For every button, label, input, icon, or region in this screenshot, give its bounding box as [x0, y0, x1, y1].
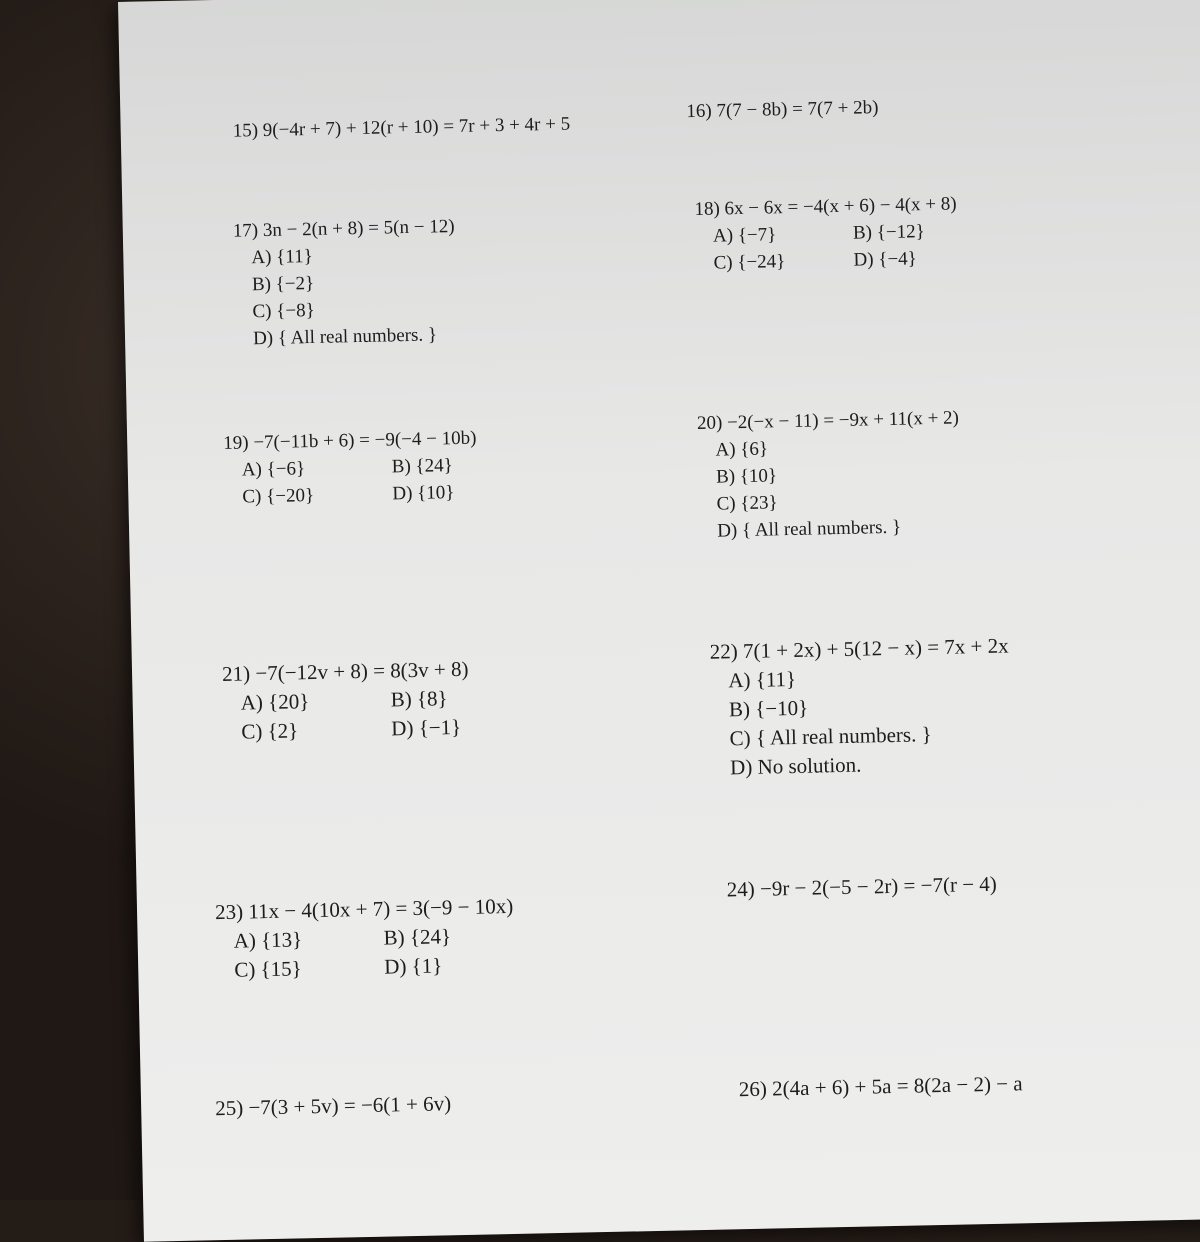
answer-choices: [715, 431, 961, 544]
choice-a: A) {−6}: [241, 458, 306, 481]
answer-choices: [251, 240, 457, 352]
problem-25: [215, 1089, 452, 1123]
choice-b: B) {10}: [715, 465, 778, 488]
choice-c: C) {−24}: [713, 251, 786, 274]
problem-number: 16): [686, 100, 712, 123]
problem-number: 21): [221, 661, 251, 686]
problem-18: [694, 190, 1004, 277]
equation: [726, 870, 997, 905]
problem-26: [739, 1069, 1023, 1104]
problem-equation: 3n − 2(n + 8) = 5(n − 12): [262, 216, 455, 242]
problem-equation: 2(4a + 6) + 5a = 8(2a − 2) − a: [771, 1071, 1023, 1101]
problem-22: [709, 631, 1011, 782]
choice-b: B) {−10}: [728, 695, 809, 722]
problem-15: [232, 111, 570, 145]
problem-equation: −2(−x − 11) = −9x + 11(x + 2): [726, 407, 960, 434]
equation: [215, 1089, 452, 1123]
choice-a: A) {−7}: [712, 224, 777, 247]
problem-equation: −7(−12v + 8) = 8(3v + 8): [255, 656, 469, 686]
problem-number: 17): [232, 220, 259, 242]
choice-a: A) {20}: [240, 689, 310, 715]
choice-d: D) { All real numbers. }: [716, 516, 902, 542]
answer-choices: [242, 450, 543, 510]
choice-a: A) {11}: [251, 245, 313, 269]
choice-c: C) {15}: [234, 956, 302, 982]
problem-number: 20): [696, 412, 723, 434]
choice-d: D) {1}: [384, 953, 443, 979]
choice-a: A) {13}: [233, 927, 303, 953]
choice-c: C) { All real numbers. }: [729, 722, 932, 751]
answer-choices: [240, 682, 541, 746]
problem-number: 19): [223, 432, 249, 454]
problem-23: [215, 892, 535, 986]
problem-number: 23): [214, 899, 244, 925]
choice-a: A) {11}: [728, 666, 797, 693]
choice-d: D) No solution.: [729, 752, 862, 780]
choice-a: A) {6}: [715, 438, 769, 461]
answer-choices: [713, 217, 1004, 277]
problem-17: [233, 213, 458, 353]
choice-d: D) {−1}: [391, 714, 462, 741]
problem-equation: 7(7 − 8b) = 7(7 + 2b): [716, 97, 879, 122]
problem-equation: 11x − 4(10x + 7) = 3(−9 − 10x): [248, 893, 514, 924]
problem-number: 15): [232, 120, 259, 142]
problem-number: 24): [726, 876, 755, 902]
equation: [697, 404, 959, 436]
problem-equation: −7(3 + 5v) = −6(1 + 6v): [248, 1091, 452, 1120]
answer-choices: [233, 921, 534, 985]
problem-20: [697, 404, 962, 544]
choice-d: D) {−4}: [853, 248, 918, 271]
equation: [233, 213, 455, 245]
choice-c: C) {2}: [241, 718, 299, 744]
choice-d: D) { All real numbers. }: [252, 324, 438, 350]
equation: [232, 111, 570, 145]
problem-equation: −9r − 2(−5 − 2r) = −7(r − 4): [759, 871, 998, 901]
problem-24: [726, 870, 997, 905]
choice-b: B) {8}: [390, 686, 448, 712]
equation: [739, 1069, 1023, 1104]
answer-choices: [728, 660, 1011, 782]
choice-d: D) {10}: [392, 482, 455, 505]
choice-c: C) {−20}: [242, 485, 315, 508]
problem-16: [686, 94, 879, 125]
choice-c: C) {−8}: [252, 299, 315, 323]
problem-equation: 6x − 6x = −4(x + 6) − 4(x + 8): [724, 193, 957, 220]
problem-equation: 9(−4r + 7) + 12(r + 10) = 7r + 3 + 4r + 5: [262, 113, 571, 141]
choice-c: C) {23}: [716, 492, 778, 515]
problem-number: 22): [709, 639, 738, 664]
equation: [686, 94, 879, 125]
problem-number: 26): [738, 1076, 768, 1102]
problem-21: [222, 653, 542, 747]
problem-equation: 7(1 + 2x) + 5(12 − x) = 7x + 2x: [742, 633, 1009, 664]
problem-number: 18): [694, 198, 721, 220]
problem-number: 25): [214, 1095, 244, 1121]
worksheet-paper: [118, 0, 1200, 1242]
problem-equation: −7(−11b + 6) = −9(−4 − 10b): [253, 427, 477, 454]
choice-b: B) {24}: [391, 455, 454, 478]
choice-b: B) {−12}: [852, 221, 925, 244]
choice-b: B) {−2}: [251, 272, 315, 296]
problem-19: [223, 423, 543, 511]
choice-b: B) {24}: [383, 924, 452, 950]
